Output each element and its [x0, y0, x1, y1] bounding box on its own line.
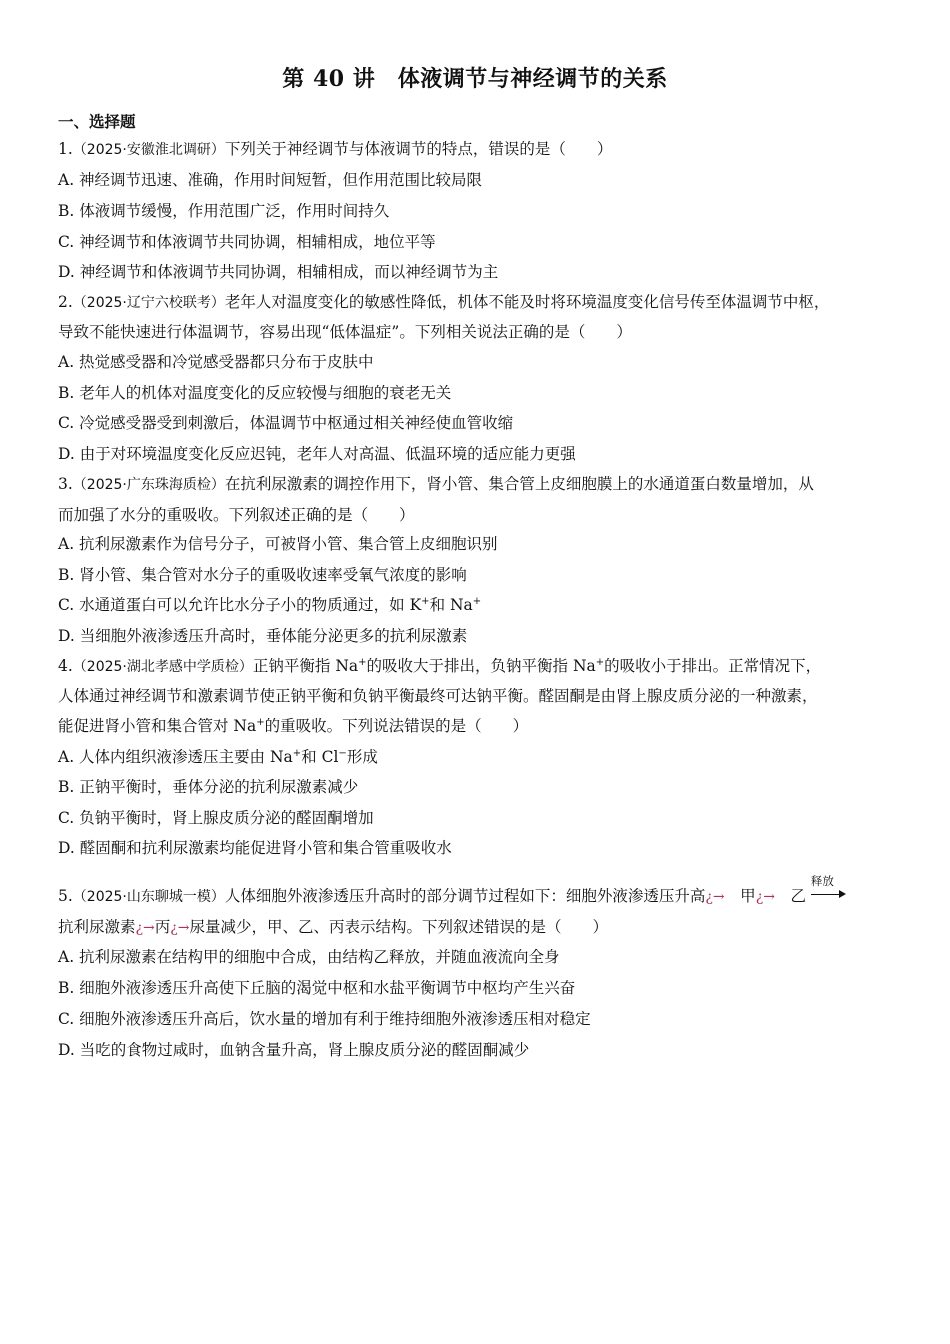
q4-option-b: B. 正钠平衡时，垂体分泌的抗利尿激素减少 [58, 778, 359, 796]
arrow-glyph-icon: ¿→ [705, 889, 725, 905]
q3-stem-line2: 而加强了水分的重吸收。下列叙述正确的是（ ） [58, 506, 415, 524]
q2-stem-line1: 2.（2025·辽宁六校联考）老年人对温度变化的敏感性降低，机体不能及时将环境温度变化信号传至体温调节中枢， [58, 293, 830, 311]
q1-option-b: B. 体液调节缓慢，作用范围广泛，作用时间持久 [58, 202, 390, 220]
q5-option-c: C. 细胞外液渗透压升高后，饮水量的增加有利于维持细胞外液渗透压相对稳定 [58, 1010, 591, 1028]
q2-option-c: C. 冷觉感受器受到刺激后，体温调节中枢通过相关神经使血管收缩 [58, 414, 514, 432]
q2-option-a: A. 热觉感受器和冷觉感受器都只分布于皮肤中 [58, 353, 374, 371]
q1-option-d: D. 神经调节和体液调节共同协调，相辅相成，而以神经调节为主 [58, 263, 499, 281]
q4-option-a: A. 人体内组织液渗透压主要由 Na+和 Cl−形成 [58, 747, 378, 766]
q1-option-a: A. 神经调节迅速、准确，作用时间短暂，但作用范围比较局限 [58, 171, 483, 189]
q4-stem-line1: 4.（2025·湖北孝感中学质检）正钠平衡指 Na+的吸收大于排出，负钠平衡指 Na+的吸收小于排出。正常情况下， [58, 656, 822, 675]
arrow-glyph-icon: ¿→ [170, 920, 190, 936]
q3-option-c: C. 水通道蛋白可以允许比水分子小的物质通过，如 K+和 Na+ [58, 595, 482, 614]
release-arrow-icon: 释放 [811, 887, 845, 907]
q2-option-d: D. 由于对环境温度变化反应迟钝，老年人对高温、低温环境的适应能力更强 [58, 445, 576, 463]
section-heading: 一、选择题 [58, 113, 136, 131]
page-title: 第 40 讲 体液调节与神经调节的关系 [282, 66, 668, 92]
arrow-glyph-icon: ¿→ [135, 920, 155, 936]
q5-option-b: B. 细胞外液渗透压升高使下丘脑的渴觉中枢和水盐平衡调节中枢均产生兴奋 [58, 979, 576, 997]
q1-option-c: C. 神经调节和体液调节共同协调，相辅相成，地位平等 [58, 233, 436, 251]
arrow-glyph-icon: ¿→ [755, 889, 775, 905]
q5-stem-line1: 5.（2025·山东聊城一模）人体细胞外液渗透压升高时的部分调节过程如下：细胞外液渗透压升高¿→ 甲¿→ 乙 释放 [58, 886, 845, 907]
q3-stem-line1: 3.（2025·广东珠海质检）在抗利尿激素的调控作用下，肾小管、集合管上皮细胞膜上的水通道蛋白数量增加，从 [58, 475, 814, 493]
q2-stem-line2: 导致不能快速进行体温调节，容易出现“低体温症”。下列相关说法正确的是（ ） [58, 323, 632, 341]
q5-option-a: A. 抗利尿激素在结构甲的细胞中合成，由结构乙释放，并随血液流向全身 [58, 948, 560, 966]
q4-option-d: D. 醛固酮和抗利尿激素均能促进肾小管和集合管重吸收水 [58, 839, 452, 857]
q5-stem-line2: 抗利尿激素¿→丙¿→尿量减少，甲、乙、丙表示结构。下列叙述错误的是（ ） [58, 918, 609, 936]
q2-option-b: B. 老年人的机体对温度变化的反应较慢与细胞的衰老无关 [58, 384, 452, 402]
q3-option-d: D. 当细胞外液渗透压升高时，垂体能分泌更多的抗利尿激素 [58, 627, 468, 645]
q3-option-b: B. 肾小管、集合管对水分子的重吸收速率受氧气浓度的影响 [58, 566, 467, 584]
q1-stem: 1.（2025·安徽淮北调研）下列关于神经调节与体液调节的特点，错误的是（ ） [58, 140, 613, 158]
q4-stem-line3: 能促进肾小管和集合管对 Na+的重吸收。下列说法错误的是（ ） [58, 716, 529, 735]
q5-option-d: D. 当吃的食物过咸时，血钠含量升高，肾上腺皮质分泌的醛固酮减少 [58, 1041, 530, 1059]
q3-option-a: A. 抗利尿激素作为信号分子，可被肾小管、集合管上皮细胞识别 [58, 535, 498, 553]
q4-option-c: C. 负钠平衡时，肾上腺皮质分泌的醛固酮增加 [58, 809, 374, 827]
q4-stem-line2: 人体通过神经调节和激素调节使正钠平衡和负钠平衡最终可达钠平衡。醛固酮是由肾上腺皮质分泌的一种激素， [58, 687, 818, 705]
